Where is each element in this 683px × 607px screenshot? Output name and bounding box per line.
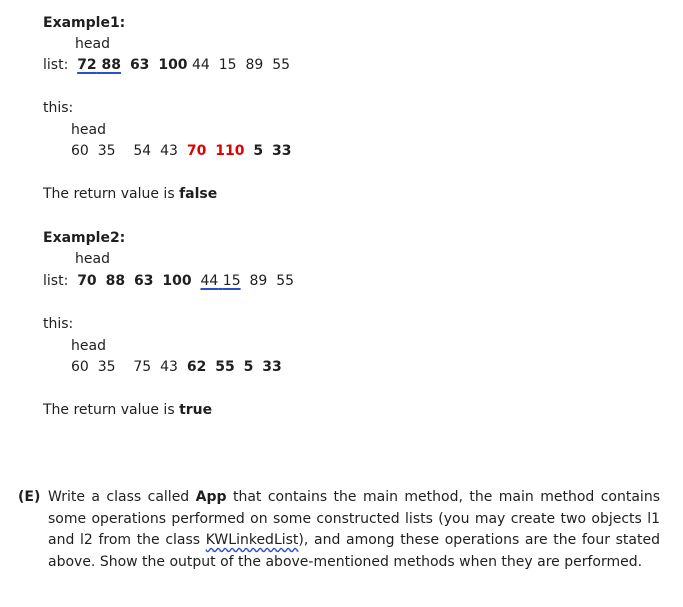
this-value: 60 bbox=[71, 359, 89, 375]
example1-title: Example1: bbox=[43, 15, 126, 31]
example1-list-row bbox=[43, 56, 290, 74]
return-value: false bbox=[179, 186, 218, 202]
list-value: 15 bbox=[218, 57, 237, 73]
list-value: 15 bbox=[222, 273, 241, 289]
example1-return-line bbox=[43, 185, 217, 203]
list-value: 100 bbox=[162, 273, 192, 289]
this-value: 62 bbox=[186, 359, 207, 375]
this-value: 60 bbox=[71, 143, 89, 159]
this-value: 5 bbox=[243, 359, 254, 375]
this-value: 33 bbox=[262, 359, 282, 375]
app-class-name: App bbox=[195, 489, 227, 505]
this-value: 70 bbox=[186, 143, 207, 159]
this-value: 33 bbox=[272, 143, 292, 159]
this-value: 75 bbox=[133, 359, 152, 375]
example2-this-row bbox=[71, 358, 282, 376]
this-value: 110 bbox=[215, 143, 245, 159]
list-label: list: bbox=[43, 57, 69, 73]
list-value: 89 bbox=[249, 273, 268, 289]
this-value: 5 bbox=[253, 143, 264, 159]
list-value: 63 bbox=[129, 57, 150, 73]
list-value: 88 bbox=[101, 57, 122, 73]
list-value: 72 bbox=[77, 57, 97, 73]
example1-this-row bbox=[71, 142, 292, 160]
list-value: 55 bbox=[276, 273, 295, 289]
example2-list-row bbox=[43, 272, 294, 290]
list-value: 44 bbox=[200, 273, 219, 289]
list-value: 44 bbox=[192, 57, 210, 73]
this-value: 43 bbox=[160, 143, 178, 159]
list-value: 63 bbox=[133, 273, 154, 289]
list-value: 55 bbox=[272, 57, 291, 73]
example2-return-line bbox=[43, 401, 212, 419]
this-value: 35 bbox=[97, 143, 116, 159]
example1-this-head-label: head bbox=[71, 122, 106, 138]
this-value: 35 bbox=[97, 359, 116, 375]
this-value: 55 bbox=[215, 359, 235, 375]
list-value: 70 bbox=[77, 273, 97, 289]
this-value: 43 bbox=[160, 359, 178, 375]
return-prefix: The return value is bbox=[43, 186, 180, 202]
list-value: 100 bbox=[158, 57, 188, 73]
list-value: 89 bbox=[245, 57, 264, 73]
list-label: list: bbox=[43, 273, 69, 289]
return-prefix: The return value is bbox=[43, 402, 180, 418]
part-e-text: Write a class called App that contains the main method, the main method contains some operations performed on some constructed lists (you may create two objects l1 and l2 from the class KWLinkedList), and among these operations are the four stated above. Show the output of the above-mentioned methods when they are performed. bbox=[48, 489, 660, 570]
this-value: 54 bbox=[133, 143, 152, 159]
example1-this-label: this: bbox=[43, 100, 74, 116]
kwlinkedlist-class-name: KWLinkedList bbox=[205, 532, 299, 548]
example2-this-head-label: head bbox=[71, 338, 106, 354]
list-value: 88 bbox=[105, 273, 126, 289]
return-value: true bbox=[179, 402, 213, 418]
example1-list-head-label: head bbox=[75, 36, 110, 52]
part-e-label: (E) bbox=[18, 489, 41, 505]
example2-title: Example2: bbox=[43, 230, 126, 246]
example2-this-label: this: bbox=[43, 316, 74, 332]
part-e-paragraph bbox=[18, 487, 660, 573]
example2-list-head-label: head bbox=[75, 251, 110, 267]
